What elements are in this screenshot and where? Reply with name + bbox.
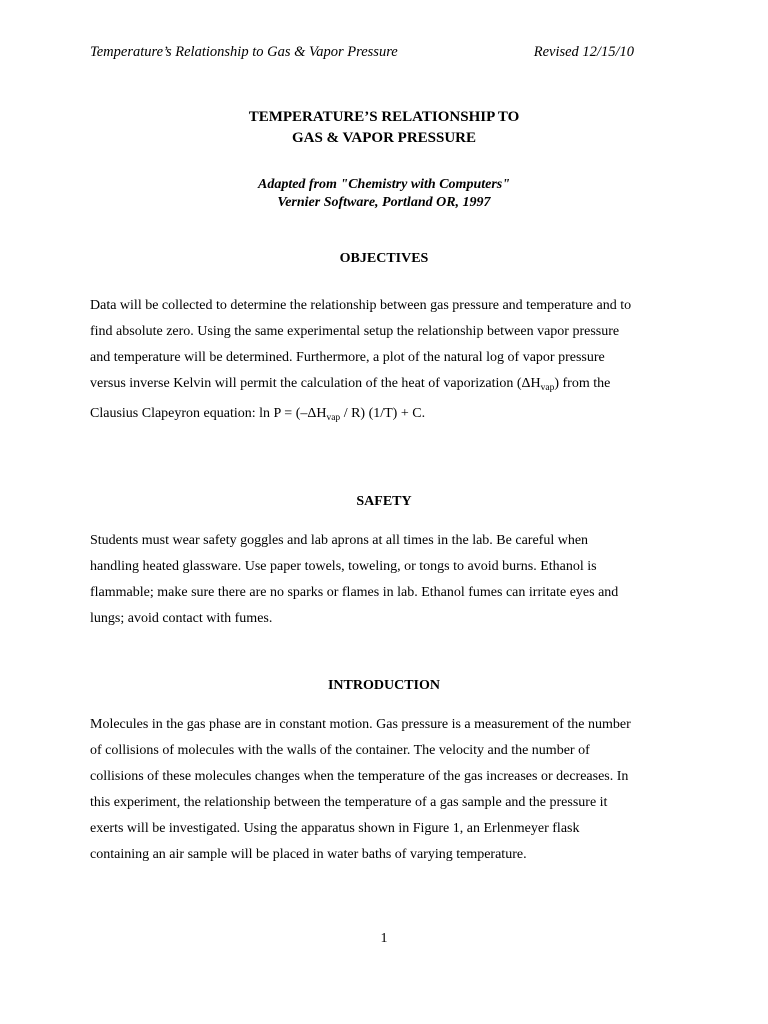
page-number: 1 (380, 931, 388, 946)
document-title (0, 107, 768, 149)
subscript-vap: vap (540, 383, 555, 393)
equation-text-a: Clausius Clapeyron equation: ln P = (–ΔH (90, 406, 327, 421)
introduction-line: exerts will be investigated. Using the apparatus shown in Figure 1, an Erlenmeyer flask (90, 821, 580, 836)
objectives-heading: OBJECTIVES (339, 251, 429, 266)
objectives-line-5 (90, 401, 690, 431)
objectives-line-2: find absolute zero. Using the same experimental setup the relationship between vapor pressure (90, 324, 620, 339)
header-title: Temperature’s Relationship to Gas & Vapor Pressure (90, 44, 398, 60)
safety-line: flammable; make sure there are no sparks or flames in lab. Ethanol fumes can irritate eyes and (90, 585, 619, 600)
title-line-1: TEMPERATURE’S RELATIONSHIP TO (248, 109, 520, 125)
introduction-heading: INTRODUCTION (327, 678, 440, 693)
line-4-text-a: versus inverse Kelvin will permit the calculation of the heat of vaporization (ΔH (90, 376, 541, 391)
introduction-paragraph (90, 712, 690, 868)
introduction-line: of collisions of molecules with the walls of the container. The velocity and the number of (90, 743, 590, 758)
safety-line: handling heated glassware. Use paper towels, toweling, or tongs to avoid burns. Ethanol is (90, 559, 597, 574)
objectives-line-4 (90, 371, 690, 401)
introduction-line: Molecules in the gas phase are in constant motion. Gas pressure is a measurement of the number (90, 717, 631, 732)
equation-text-b: / R) (1/T) + C. (340, 406, 426, 421)
attribution-line-1: Adapted from "Chemistry with Computers" (257, 177, 511, 192)
safety-paragraph (90, 528, 690, 632)
safety-line: Students must wear safety goggles and lab aprons at all times in the lab. Be careful when (90, 533, 589, 548)
title-line-2: GAS & VAPOR PRESSURE (291, 130, 477, 146)
safety-line: lungs; avoid contact with fumes. (90, 611, 273, 626)
introduction-line: collisions of these molecules changes when the temperature of the gas increases or decreases. In (90, 769, 629, 784)
header-revision: Revised 12/15/10 (533, 44, 634, 60)
objectives-paragraph (90, 293, 690, 431)
introduction-line: this experiment, the relationship between the temperature of a gas sample and the pressure it (90, 795, 608, 810)
safety-heading: SAFETY (356, 494, 412, 509)
objectives-line-1: Data will be collected to determine the relationship between gas pressure and temperature and to (90, 298, 632, 313)
introduction-line: containing an air sample will be placed in water baths of varying temperature. (90, 847, 527, 862)
attribution (0, 176, 768, 212)
line-4-text-b: ) from the (554, 376, 611, 391)
running-header (90, 44, 634, 61)
attribution-line-2: Vernier Software, Portland OR, 1997 (277, 195, 491, 210)
objectives-line-3: and temperature will be determined. Furthermore, a plot of the natural log of vapor pressure (90, 350, 605, 365)
subscript-vap: vap (326, 413, 341, 423)
